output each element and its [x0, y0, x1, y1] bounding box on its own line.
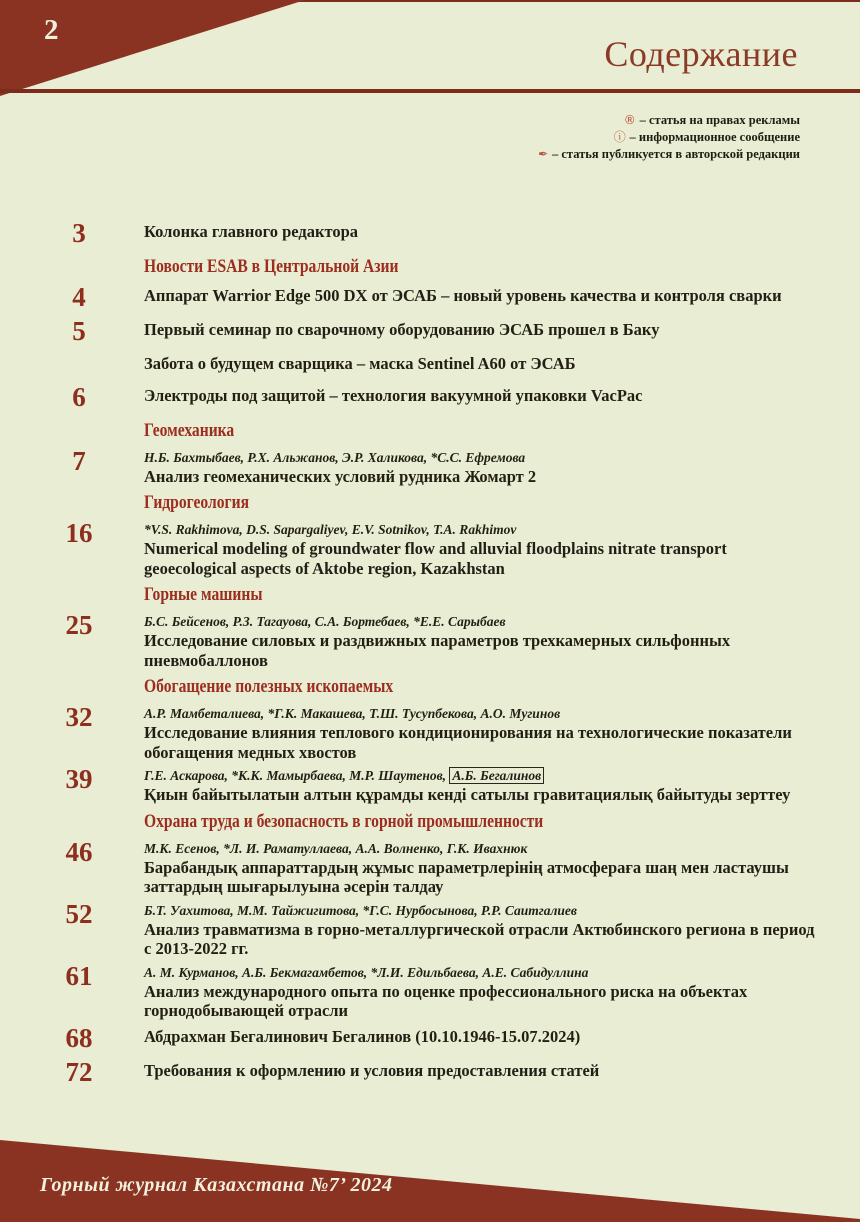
legend-text: – статья публикуется в авторской редакции: [551, 147, 800, 161]
entry-page-number: 39: [65, 764, 93, 794]
advert-icon: ®: [623, 113, 640, 127]
entry-page-number: 7: [72, 445, 86, 476]
entry-page-number: 3: [72, 218, 86, 248]
entry-page-number: 25: [65, 610, 93, 640]
entry-page-number: 32: [65, 702, 93, 732]
entry-title: Исследование влияния теплового кондиционирования на технологические показатели обогащения медных хвостов: [144, 723, 792, 762]
toc-entry: [0, 610, 860, 670]
toc-entry: [0, 1056, 860, 1087]
toc-list: [0, 218, 860, 1095]
entry-text-block: [144, 706, 816, 762]
entry-text-block: [144, 354, 816, 374]
entry-authors: Б.Т. Уахитова, М.М. Тайжигитова, *Г.С. Нурбосынова, Р.Р. Саитгалиев: [144, 902, 577, 918]
info-icon: ⓘ: [613, 130, 630, 144]
entry-text-block: [144, 965, 816, 1021]
entry-title: Исследование силовых и раздвижных параметров трехкамерных сильфонных пневмобаллонов: [144, 631, 731, 670]
legend-item: [538, 146, 800, 163]
entry-text-block: [144, 222, 816, 244]
legend-text: – информационное сообщение: [629, 130, 800, 144]
toc-entry: [0, 518, 860, 578]
section-heading: Новости ESAB в Центральной Азии: [144, 256, 399, 277]
entry-page-number: 68: [65, 1022, 93, 1053]
entry-title: Колонка главного редактора: [144, 222, 359, 241]
entry-authors: Б.С. Бейсенов, Р.З. Тагауова, С.А. Бортебаев, *Е.Е. Сарыбаев: [144, 614, 506, 629]
boxed-author: А.Б. Бегалинов: [449, 767, 544, 784]
entry-authors: Н.Б. Бахтыбаев, Р.Х. Альжанов, Э.Р. Халикова, *С.С. Ефремова: [144, 449, 526, 465]
toc-entry: [0, 316, 860, 346]
entry-authors: А. М. Курманов, А.Б. Бекмагамбетов, *Л.И. Едильбаева, А.Е. Сабидуллина: [144, 964, 589, 980]
entry-title: Барабандық аппараттардың жұмыс параметрлерінің атмосфераға шаң мен ластаушы заттардың шығарылуына әсерін талдау: [144, 857, 789, 896]
entry-text-block: [144, 320, 816, 342]
entry-text-block: [144, 286, 816, 308]
entry-page-number: 6: [72, 381, 86, 412]
section-heading: Гидрогеология: [144, 492, 250, 513]
entry-text-block: [144, 386, 816, 408]
entry-title: Анализ геомеханических условий рудника Жомарт 2: [144, 466, 537, 486]
toc-entry: [0, 381, 860, 412]
entry-text-block: [144, 450, 816, 487]
entry-text-block: [144, 522, 816, 578]
entry-text-block: [144, 841, 816, 897]
toc-entry: [0, 960, 860, 1021]
entry-authors: *V.S. Rakhimova, D.S. Sapargaliyev, E.V. Sotnikov, T.A. Rakhimov: [144, 522, 517, 537]
entry-authors: А.Р. Мамбеталиева, *Г.К. Макашева, Т.Ш. Тусупбекова, А.О. Мугинов: [144, 706, 561, 721]
entry-page-number: 72: [65, 1056, 93, 1087]
section-heading: Геомеханика: [144, 419, 235, 441]
entry-title: Анализ международного опыта по оценке профессионального риска на объектах горнодобывающей отрасли: [144, 981, 748, 1020]
entry-title: Электроды под защитой – технология вакуумной упаковки VacPac: [144, 385, 643, 405]
entry-page-number: 52: [65, 898, 93, 929]
entry-title: Абдрахман Бегалинович Бегалинов (10.10.1946-15.07.2024): [144, 1026, 581, 1046]
entry-text-block: [144, 1027, 816, 1049]
entry-text-block: [144, 614, 816, 670]
entry-page-number: [46, 354, 112, 374]
toc-entry: [0, 702, 860, 762]
entry-page-number: 61: [65, 960, 93, 991]
legend-item: [538, 129, 800, 146]
entry-page-number: 4: [72, 282, 86, 312]
pen-icon: ✒: [538, 147, 552, 161]
entry-title: Требования к оформлению и условия предоставления статей: [144, 1060, 600, 1080]
corner-page-number: 2: [44, 14, 59, 46]
toc-entry: [0, 1022, 860, 1053]
entry-title: Анализ травматизма в горно-металлургической отрасли Актюбинского региона в период с 2013-2022 гг.: [144, 919, 815, 958]
toc-entry: [0, 898, 860, 959]
toc-entry: [0, 218, 860, 248]
entry-title: Забота о будущем сварщика – маска Sentinel A60 от ЭСАБ: [144, 354, 576, 373]
entry-title: Қиын байытылатын алтын құрамды кенді сатылы гравитациялық байытуды зерттеу: [144, 785, 791, 804]
entry-text-block: [144, 903, 816, 959]
entry-text-block: [144, 1061, 816, 1083]
section-heading: Обогащение полезных ископаемых: [144, 676, 394, 697]
entry-page-number: 5: [72, 316, 86, 346]
entry-authors: М.К. Есенов, *Л. И. Раматуллаева, А.А. Волненко, Г.К. Ивахнюк: [144, 840, 528, 856]
toc-entry: [0, 282, 860, 312]
header-divider-line: [0, 89, 860, 93]
toc-entry: [0, 836, 860, 897]
toc-entry: [0, 764, 860, 805]
entry-page-number: 46: [65, 836, 93, 867]
entry-title: Аппарат Warrior Edge 500 DX от ЭСАБ – новый уровень качества и контроля сварки: [144, 286, 782, 305]
entry-page-number: 16: [65, 518, 93, 548]
section-heading: Охрана труда и безопасность в горной промышленности: [144, 810, 544, 832]
entry-text-block: [144, 768, 816, 805]
legend-item: [538, 112, 800, 129]
entry-title: Первый семинар по сварочному оборудованию ЭСАБ прошел в Баку: [144, 320, 660, 339]
page-title: Содержание: [604, 34, 798, 74]
section-heading: Горные машины: [144, 584, 263, 605]
entry-title: Numerical modeling of groundwater flow and alluvial floodplains nitrate transport geoecological aspects of Aktobe region, Kazakhstan: [144, 539, 727, 578]
entry-authors: Г.Е. Аскарова, *К.К. Мамырбаева, М.Р. Шаутенов, А.Б. Бегалинов: [144, 768, 816, 783]
toc-entry: [0, 445, 860, 487]
toc-entry: [0, 354, 860, 374]
symbols-legend: [538, 112, 800, 163]
journal-footer-title: Горный журнал Казахстана №7’ 2024: [40, 1174, 393, 1196]
legend-text: – статья на правах рекламы: [639, 113, 800, 127]
